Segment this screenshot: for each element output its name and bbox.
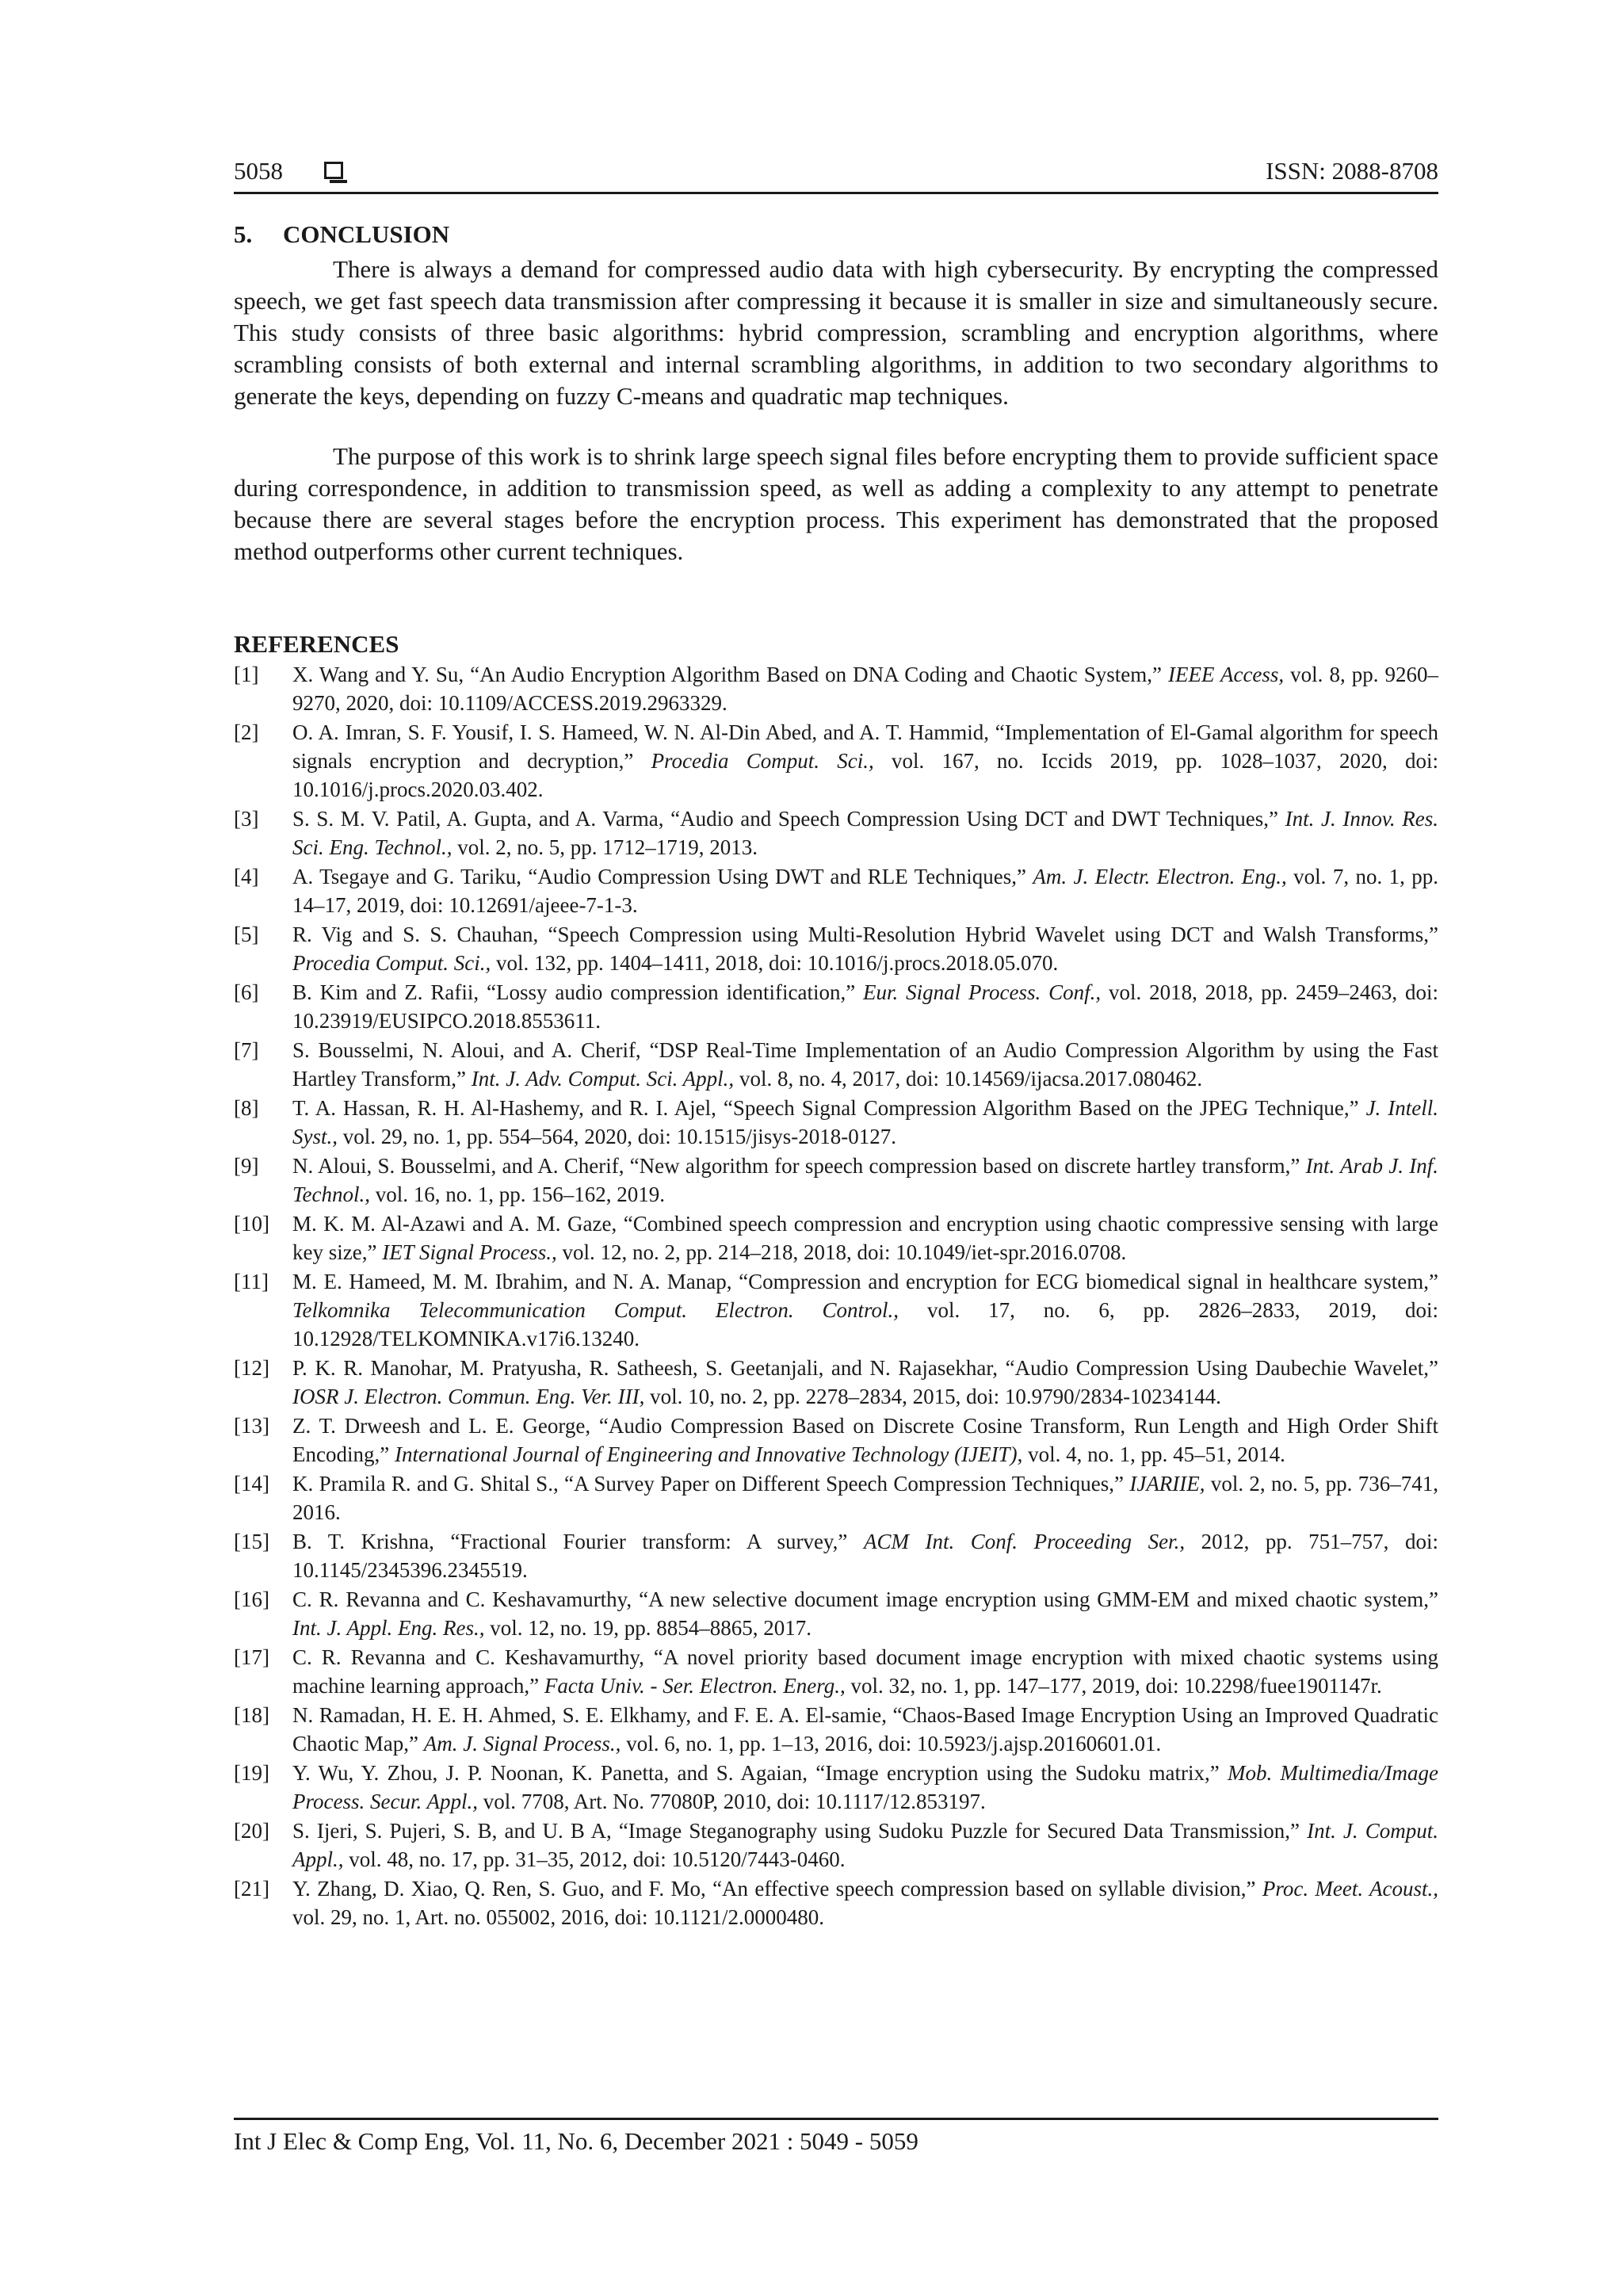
reference-item <box>234 1469 1438 1526</box>
reference-journal: Proc. Meet. Acoust., <box>1262 1877 1438 1901</box>
reference-text <box>292 1701 1438 1758</box>
reference-text <box>292 1412 1438 1469</box>
reference-text <box>292 1585 1438 1642</box>
reference-number: [5] <box>234 923 259 946</box>
reference-text <box>292 862 1438 919</box>
reference-details: 2012, pp. 751–757, doi: 10.1145/2345396.2345519. <box>292 1530 1438 1582</box>
reference-text <box>292 1354 1438 1411</box>
reference-journal: Int. J. Adv. Comput. Sci. Appl., <box>471 1067 735 1091</box>
section-heading <box>234 220 449 249</box>
reference-item <box>234 1527 1438 1584</box>
reference-item <box>234 1354 1438 1411</box>
reference-authors-title: C. R. Revanna and C. Keshavamurthy, “A novel priority based document image encryption with mixed chaotic systems using machine learning approach,” <box>292 1645 1438 1698</box>
reference-text <box>292 1469 1438 1526</box>
reference-authors-title: S. Ijeri, S. Pujeri, S. B, and U. B A, “Image Steganography using Sudoku Puzzle for Secured Data Transmission,” <box>292 1819 1308 1843</box>
reference-number: [10] <box>234 1212 269 1236</box>
reference-authors-title: M. E. Hameed, M. M. Ibrahim, and N. A. Manap, “Compression and encryption for ECG biomedical signal in healthcare system,” <box>292 1270 1438 1293</box>
reference-journal: J. Intell. Syst., <box>292 1096 1438 1148</box>
reference-text <box>292 1152 1438 1209</box>
reference-authors-title: T. A. Hassan, R. H. Al-Hashemy, and R. I. Ajel, “Speech Signal Compression Algorithm Based on the JPEG Technique,” <box>292 1096 1366 1120</box>
reference-text <box>292 1267 1438 1353</box>
issn-label: ISSN: 2088-8708 <box>1266 157 1438 185</box>
reference-authors-title: Y. Wu, Y. Zhou, J. P. Noonan, K. Panetta, and S. Agaian, “Image encryption using the Sudoku matrix,” <box>292 1761 1228 1785</box>
reference-number: [21] <box>234 1877 269 1901</box>
reference-authors-title: B. T. Krishna, “Fractional Fourier transform: A survey,” <box>292 1530 864 1553</box>
reference-item <box>234 1152 1438 1209</box>
reference-details: vol. 32, no. 1, pp. 147–177, 2019, doi: 10.2298/fuee1901147r. <box>845 1674 1382 1698</box>
reference-details: vol. 132, pp. 1404–1411, 2018, doi: 10.1016/j.procs.2018.05.070. <box>491 951 1059 975</box>
reference-journal: International Journal of Engineering and Innovative Technology (IJEIT) <box>394 1442 1018 1466</box>
header-divider <box>234 192 1438 194</box>
reference-details: vol. 2, no. 5, pp. 1712–1719, 2013. <box>452 835 758 859</box>
page-header <box>234 149 1438 189</box>
reference-number: [11] <box>234 1270 269 1293</box>
reference-details: vol. 29, no. 1, pp. 554–564, 2020, doi: 10.1515/jisys-2018-0127. <box>338 1125 897 1148</box>
reference-item <box>234 1412 1438 1469</box>
reference-item <box>234 1585 1438 1642</box>
reference-authors-title: M. K. M. Al-Azawi and A. M. Gaze, “Combined speech compression and encryption using chaotic compressive sensing with large key size,” <box>292 1212 1438 1264</box>
reference-authors-title: P. K. R. Manohar, M. Pratyusha, R. Satheesh, S. Geetanjali, and N. Rajasekhar, “Audio Compression Using Daubechie Wavelet,” <box>292 1356 1438 1380</box>
reference-details: vol. 7708, Art. No. 77080P, 2010, doi: 10.1117/12.853197. <box>477 1790 986 1813</box>
reference-journal: IEEE Access, <box>1167 663 1285 686</box>
reference-journal: IOSR J. Electron. Commun. Eng. Ver. III, <box>292 1385 645 1408</box>
reference-list <box>234 660 1438 1932</box>
reference-item <box>234 1817 1438 1874</box>
reference-journal: Am. J. Signal Process., <box>423 1732 621 1755</box>
reference-details: vol. 16, no. 1, pp. 156–162, 2019. <box>370 1182 666 1206</box>
reference-journal: IET Signal Process., <box>382 1240 557 1264</box>
section-title: CONCLUSION <box>283 220 450 248</box>
reference-text <box>292 1643 1438 1700</box>
reference-number: [17] <box>234 1645 269 1669</box>
footer-divider <box>234 2118 1438 2120</box>
reference-number: [15] <box>234 1530 269 1553</box>
reference-journal: Procedia Comput. Sci., <box>651 749 874 773</box>
reference-item <box>234 1094 1438 1151</box>
reference-details: vol. 2018, 2018, pp. 2459–2463, doi: 10.23919/EUSIPCO.2018.8553611. <box>292 980 1438 1033</box>
reference-text <box>292 660 1438 717</box>
reference-item <box>234 920 1438 977</box>
reference-text <box>292 1874 1438 1931</box>
reference-number: [6] <box>234 980 259 1004</box>
reference-item <box>234 978 1438 1035</box>
reference-number: [2] <box>234 720 259 744</box>
reference-authors-title: N. Ramadan, H. E. H. Ahmed, S. E. Elkhamy, and F. E. A. El-samie, “Chaos-Based Image Encryption Using an Improved Quadratic Chaotic Map,” <box>292 1703 1438 1755</box>
reference-details: vol. 12, no. 2, pp. 214–218, 2018, doi: 10.1049/iet-spr.2016.0708. <box>556 1240 1127 1264</box>
reference-journal: Int. Arab J. Inf. Technol., <box>292 1154 1438 1206</box>
reference-authors-title: R. Vig and S. S. Chauhan, “Speech Compression using Multi-Resolution Hybrid Wavelet using DCT and Walsh Transforms,” <box>292 923 1438 946</box>
reference-item <box>234 1874 1438 1931</box>
reference-item <box>234 718 1438 804</box>
reference-text <box>292 1817 1438 1874</box>
reference-number: [7] <box>234 1038 259 1062</box>
reference-journal: ACM Int. Conf. Proceeding Ser., <box>863 1530 1186 1553</box>
reference-item <box>234 1209 1438 1266</box>
reference-details: vol. 167, no. Iccids 2019, pp. 1028–1037, 2020, doi: 10.1016/j.procs.2020.03.402. <box>292 749 1438 801</box>
reference-text <box>292 1036 1438 1093</box>
reference-authors-title: B. Kim and Z. Rafii, “Lossy audio compression identification,” <box>292 980 864 1004</box>
conclusion-paragraph: The purpose of this work is to shrink large speech signal files before encrypting them to provide sufficient space during correspondence, in addition to transmission speed, as well as adding a complexity to any attempt to penetrate because there are several stages before the encryption process. This experiment has demonstrated that the proposed method outperforms other current techniques. <box>234 442 1438 565</box>
reference-text <box>292 978 1438 1035</box>
reference-journal: Procedia Comput. Sci., <box>292 951 491 975</box>
reference-journal: Am. J. Electr. Electron. Eng., <box>1033 865 1287 888</box>
footer-citation: Int J Elec & Comp Eng, Vol. 11, No. 6, December 2021 : 5049 - 5059 <box>234 2127 918 2155</box>
reference-authors-title: K. Pramila R. and G. Shital S., “A Survey Paper on Different Speech Compression Techniques,” <box>292 1472 1130 1496</box>
conclusion-paragraph: There is always a demand for compressed audio data with high cybersecurity. By encrypting the compressed speech, we get fast speech data transmission after compressing it because it is smaller in size and simultaneously secure. This study consists of three basic algorithms: hybrid compression, scrambling and encryption algorithms, where scrambling consists of both external and internal scrambling algorithms, in addition to two secondary algorithms to generate the keys, depending on fuzzy C-means and quadratic map techniques. <box>234 255 1438 410</box>
reference-journal: Telkomnika Telecommunication Comput. Electron. Control., <box>292 1298 899 1322</box>
reference-authors-title: Z. T. Drweesh and L. E. George, “Audio Compression Based on Discrete Cosine Transform, Run Length and High Order Shift Encoding,” <box>292 1414 1438 1466</box>
reference-details: vol. 48, no. 17, pp. 31–35, 2012, doi: 10.5120/7443-0460. <box>343 1847 846 1871</box>
reference-details: vol. 2, no. 5, pp. 736–741, 2016. <box>292 1472 1438 1524</box>
reference-number: [8] <box>234 1096 259 1120</box>
reference-number: [4] <box>234 865 259 888</box>
reference-journal: IJARIIE, <box>1129 1472 1205 1496</box>
reference-authors-title: S. S. M. V. Patil, A. Gupta, and A. Varma, “Audio and Speech Compression Using DCT and DWT Techniques,” <box>292 807 1285 831</box>
reference-text <box>292 1759 1438 1816</box>
reference-number: [19] <box>234 1761 269 1785</box>
reference-details: vol. 29, no. 1, Art. no. 055002, 2016, doi: 10.1121/2.0000480. <box>292 1905 825 1929</box>
reference-authors-title: S. Bousselmi, N. Aloui, and A. Cherif, “DSP Real-Time Implementation of an Audio Compression Algorithm by using the Fast Hartley Transform,” <box>292 1038 1438 1091</box>
reference-details: vol. 10, no. 2, pp. 2278–2834, 2015, doi: 10.9790/2834-10234144. <box>644 1385 1221 1408</box>
reference-details: , vol. 4, no. 1, pp. 45–51, 2014. <box>1017 1442 1285 1466</box>
references-heading: REFERENCES <box>234 630 399 658</box>
reference-number: [14] <box>234 1472 269 1496</box>
reference-details: vol. 8, pp. 9260–9270, 2020, doi: 10.1109/ACCESS.2019.2963329. <box>292 663 1438 715</box>
reference-item <box>234 1267 1438 1353</box>
reference-number: [12] <box>234 1356 269 1380</box>
reference-journal: Int. J. Comput. Appl., <box>292 1819 1438 1871</box>
reference-authors-title: N. Aloui, S. Bousselmi, and A. Cherif, “New algorithm for speech compression based on discrete hartley transform,” <box>292 1154 1306 1178</box>
reference-details: vol. 8, no. 4, 2017, doi: 10.14569/ijacsa.2017.080462. <box>734 1067 1203 1091</box>
reference-text <box>292 1209 1438 1266</box>
reference-details: vol. 17, no. 6, pp. 2826–2833, 2019, doi: 10.12928/TELKOMNIKA.v17i6.13240. <box>292 1298 1438 1350</box>
reference-text <box>292 920 1438 977</box>
reference-authors-title: C. R. Revanna and C. Keshavamurthy, “A new selective document image encryption using GMM-EM and mixed chaotic system,” <box>292 1587 1438 1611</box>
reference-number: [9] <box>234 1154 259 1178</box>
reference-number: [3] <box>234 807 259 831</box>
reference-number: [16] <box>234 1587 269 1611</box>
reference-authors-title: O. A. Imran, S. F. Yousif, I. S. Hameed, W. N. Al-Din Abed, and A. T. Hammid, “Implementation of El-Gamal algorithm for speech signals encryption and decryption,” <box>292 720 1438 773</box>
reference-text <box>292 804 1438 861</box>
reference-authors-title: X. Wang and Y. Su, “An Audio Encryption Algorithm Based on DNA Coding and Chaotic System,” <box>292 663 1168 686</box>
reference-journal: Mob. Multimedia/Image Process. Secur. Appl., <box>292 1761 1438 1813</box>
reference-authors-title: Y. Zhang, D. Xiao, Q. Ren, S. Guo, and F. Mo, “An effective speech compression based on syllable division,” <box>292 1877 1262 1901</box>
reference-journal: Int. J. Appl. Eng. Res., <box>292 1616 485 1640</box>
reference-details: vol. 12, no. 19, pp. 8854–8865, 2017. <box>484 1616 812 1640</box>
reference-number: [20] <box>234 1819 269 1843</box>
reference-number: [18] <box>234 1703 269 1727</box>
reference-item <box>234 804 1438 861</box>
reference-journal: Eur. Signal Process. Conf., <box>863 980 1102 1004</box>
reference-item <box>234 1643 1438 1700</box>
section-number: 5. <box>234 220 253 248</box>
reference-number: [1] <box>234 663 259 686</box>
reference-journal: Int. J. Innov. Res. Sci. Eng. Technol., <box>292 807 1439 859</box>
reference-item <box>234 1759 1438 1816</box>
reference-item <box>234 1036 1438 1093</box>
reference-item <box>234 1701 1438 1758</box>
reference-journal: Facta Univ. - Ser. Electron. Energ., <box>544 1674 846 1698</box>
reference-authors-title: A. Tsegaye and G. Tariku, “Audio Compression Using DWT and RLE Techniques,” <box>292 865 1033 888</box>
reference-item <box>234 862 1438 919</box>
reference-details: vol. 6, no. 1, pp. 1–13, 2016, doi: 10.5923/j.ajsp.20160601.01. <box>621 1732 1162 1755</box>
page-number: 5058 <box>234 157 283 185</box>
reference-text <box>292 1527 1438 1584</box>
box-bullet-icon <box>324 162 343 179</box>
reference-text <box>292 1094 1438 1151</box>
reference-text <box>292 718 1438 804</box>
reference-item <box>234 660 1438 717</box>
reference-number: [13] <box>234 1414 269 1438</box>
reference-details: vol. 7, no. 1, pp. 14–17, 2019, doi: 10.12691/ajeee-7-1-3. <box>292 865 1438 917</box>
